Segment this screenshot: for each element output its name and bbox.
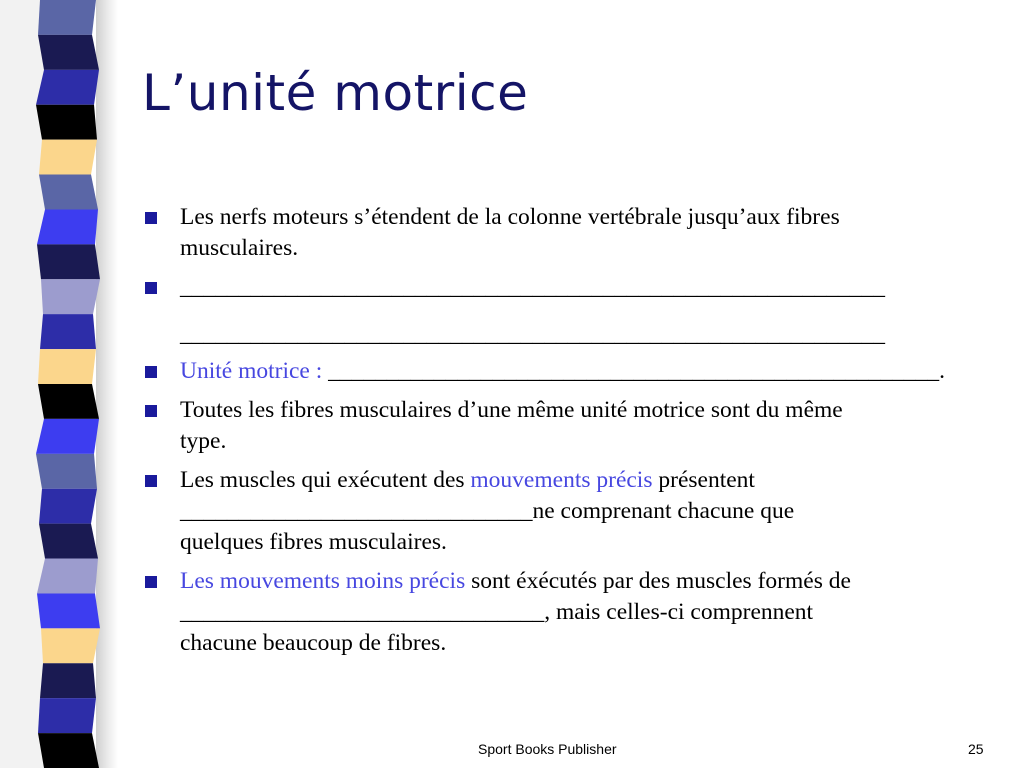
blank-line: ____________________________________________________________: [180, 321, 885, 347]
stripe-segment: [39, 140, 97, 175]
bullet-item: [145, 356, 1000, 387]
stripe-segment: [36, 105, 97, 140]
bullet-item: [145, 272, 1000, 350]
stripe-segment: [38, 35, 99, 70]
bullet-text: chacune beaucoup de fibres.: [180, 630, 447, 656]
bullet-item: [145, 202, 1000, 264]
bullet-text-part: Les muscles qui exécutent des: [180, 467, 471, 493]
highlight-text: mouvements précis: [470, 467, 653, 493]
blank-line: ____________________________________________________________: [180, 274, 885, 300]
bullet-item: [145, 395, 1000, 457]
stripe-segment: [37, 593, 100, 628]
stripe-segment: [36, 419, 99, 454]
bullet-text: quelques fibres musculaires.: [180, 529, 447, 555]
stripe-segment: [38, 384, 99, 419]
square-bullet-icon: [145, 282, 157, 294]
bullet-text: [180, 566, 1000, 597]
stripe-segment: [37, 559, 98, 594]
square-bullet-icon: [145, 475, 157, 487]
stripe-segment: [41, 279, 100, 314]
bullet-text: [180, 465, 1000, 496]
stripe-segment: [37, 209, 98, 244]
bullet-text: ______________________________ne comprenant chacune que: [180, 498, 795, 524]
stripe-segment: [38, 733, 99, 768]
slide-title: L’unité motrice: [142, 64, 529, 122]
stripe-segment: [38, 698, 96, 733]
decorative-stripe: [0, 0, 118, 768]
stripe-segment: [38, 349, 96, 384]
bullet-text: _______________________________, mais celles-ci comprennent: [180, 599, 814, 625]
bullet-item: [145, 465, 1000, 558]
stripe-segment: [41, 628, 100, 663]
stripe-segment: [40, 663, 96, 698]
square-bullet-icon: [145, 366, 157, 378]
bullet-text-part: présentent: [652, 467, 755, 493]
square-bullet-icon: [145, 405, 157, 417]
stripe-segment: [36, 70, 99, 105]
bullet-item: [145, 566, 1000, 659]
stripe-segment: [37, 244, 100, 279]
bullet-list: [145, 202, 1000, 667]
stripe-segment: [38, 0, 96, 35]
square-bullet-icon: [145, 576, 157, 588]
highlight-text: Unité motrice :: [180, 358, 323, 384]
stripe-segment: [39, 524, 98, 559]
stripe-segment: [40, 314, 96, 349]
bullet-text: musculaires.: [180, 235, 299, 261]
slide-number: 25: [968, 741, 984, 757]
square-bullet-icon: [145, 212, 157, 224]
highlight-text: Les mouvements moins précis: [180, 568, 466, 594]
bullet-text: type.: [180, 428, 227, 454]
bullet-text: [180, 356, 1000, 387]
footer-publisher: Sport Books Publisher: [478, 741, 617, 757]
bullet-text: Les nerfs moteurs s’étendent de la colonne vertébrale jusqu’aux fibres: [180, 204, 840, 230]
bullet-text: Toutes les fibres musculaires d’une même unité motrice sont du même: [180, 397, 843, 423]
stripe-segment: [39, 489, 97, 524]
stripe-segment: [36, 454, 97, 489]
blank-line: ____________________________________________________.: [322, 358, 946, 384]
stripe-segment: [39, 175, 98, 210]
bullet-text-part: sont éxécutés par des muscles formés de: [465, 568, 851, 594]
